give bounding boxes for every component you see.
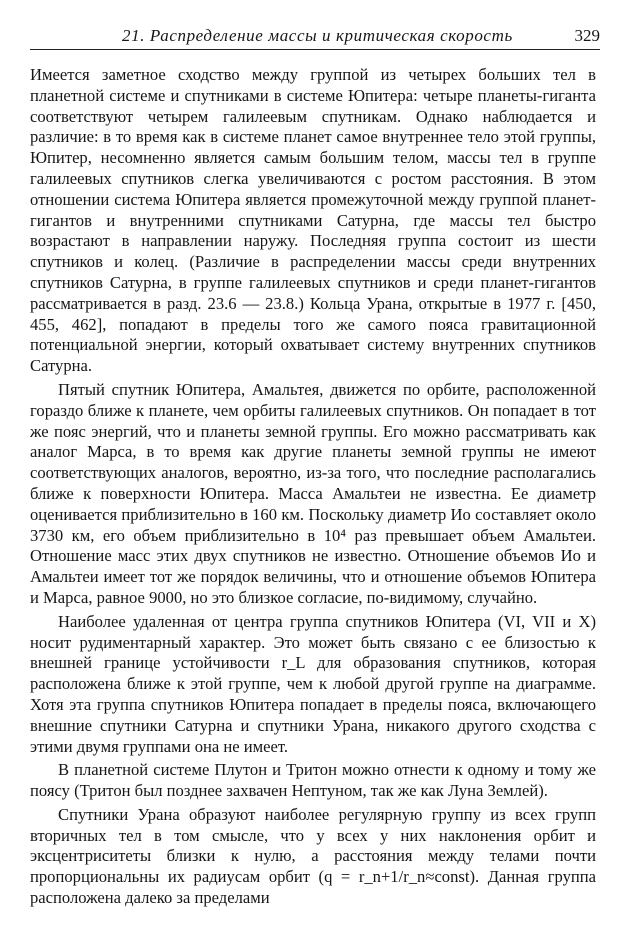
paragraph-1: Имеется заметное сходство между группой из четырех больших тел в планетной системе и спутниками в системе Юпитера: четыре планеты-гиганта соответствуют четырем галилеевым спутникам. Однако наблюдается и различие: в то время как в системе планет самое внутреннее тело этой группы, Юпитер, несомненно является самым большим телом, массы тел в группе галилеевых спутников слегка увеличиваются с ростом расстояния. В этом отношении система Юпитера является промежуточной между группой планет-гигантов и внутренними спутниками Сатурна, где массы тел быстро возрастают в направлении наружу. Последняя группа состоит из шести спутников и колец. (Различие в распределении массы среди внутренних спутников Сатурна, в группе галилеевых спутников и среди планет-гигантов рассматривается в разд. 23.6 — 23.8.) Кольца Урана, открытые в 1977 г. [450, 455, 462], попадают в пределы того же самого пояса гравитационной потенциальной энергии, который охватывает систему внутренних спутников Сатурна. [30, 65, 596, 376]
body-text [30, 65, 596, 909]
running-head [30, 16, 600, 46]
paragraph-5: Спутники Урана образуют наиболее регулярную группу из всех групп вторичных тел в том смысле, что у всех у них наклонения орбит и эксцентриситеты близки к нулю, а расстояния между телами почти пропорциональны их радиусам орбит (q = r_n+1/r_n≈const). Данная группа расположена далеко за пределами [30, 804, 596, 908]
paragraph-4: В планетной системе Плутон и Тритон можно отнести к одному и тому же поясу (Тритон был позднее захвачен Нептуном, так же как Луна Землей). [30, 760, 596, 801]
chapter-title: 21. Распределение массы и критическая скорость [122, 26, 513, 45]
page-number: 329 [574, 26, 600, 45]
header-rule [30, 49, 600, 50]
paragraph-3: Наиболее удаленная от центра группа спутников Юпитера (VI, VII и X) носит рудиментарный характер. Это может быть связано с ее близостью к внешней границе устойчивости r_L для образования спутников, которая расположена ближе к этой группе, чем к любой другой группе на диаграмме. Хотя эта группа спутников Юпитера попадает в пределы пояса, включающего внешние спутники Сатурна и спутники Урана, никакого другого сходства с этими двумя группами она не имеет. [30, 611, 596, 756]
paragraph-2: Пятый спутник Юпитера, Амальтея, движется по орбите, расположенной гораздо ближе к планете, чем орбиты галилеевых спутников. Он попадает в тот же пояс энергий, что и планеты земной группы. Его можно рассматривать как аналог Марса, в то время как другие планеты земной группы не имеют соответствующих аналогов, вероятно, из-за того, что последние располагались ближе к поверхности Юпитера. Масса Амальтеи не известна. Ее диаметр оценивается приблизительно в 160 км. Поскольку диаметр Ио составляет около 3730 км, его объем приблизительно в 10⁴ раз превышает объем Амальтеи. Отношение масс этих двух спутников не известно. Отношение объемов Ио и Амальтеи имеет тот же порядок величины, что и отношение объемов Юпитера и Марса, равное 9000, но это близкое согласие, по-видимому, случайно. [30, 379, 596, 607]
